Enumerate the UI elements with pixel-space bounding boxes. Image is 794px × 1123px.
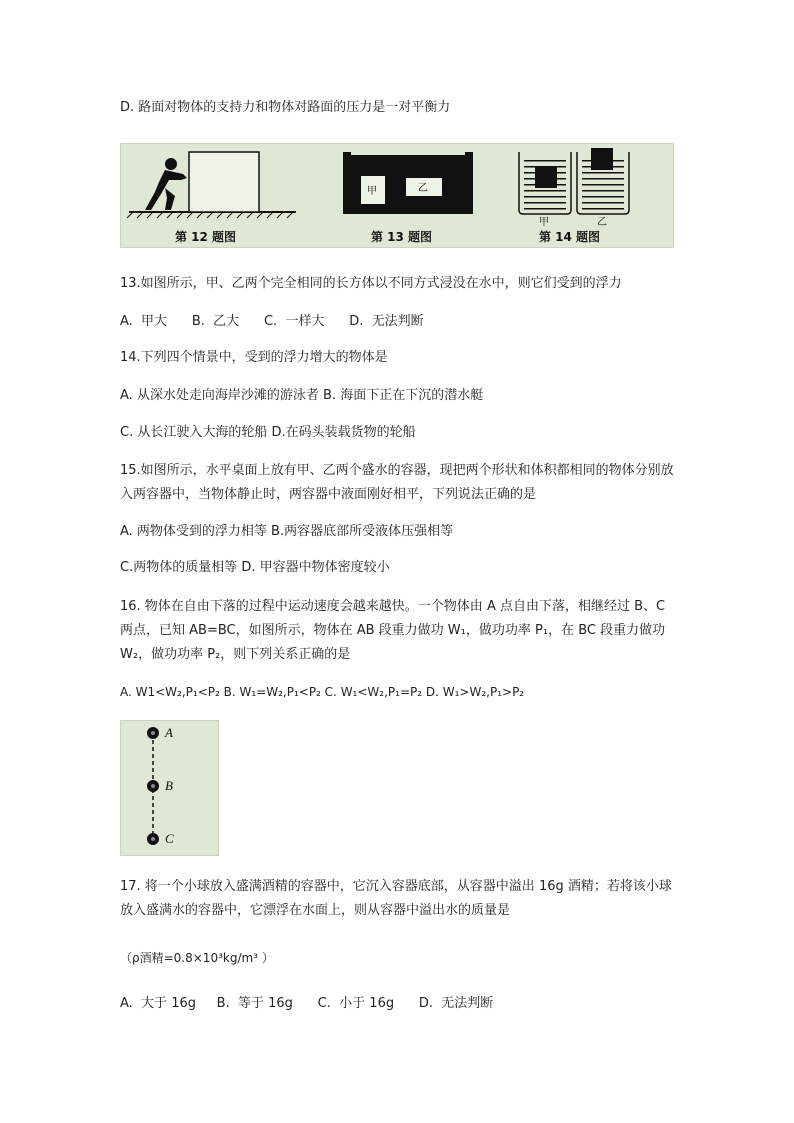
- q13-stem: 13.如图所示，甲、乙两个完全相同的长方体以不同方式浸没在水中，则它们受到的浮力: [120, 276, 622, 291]
- figure-16: [120, 720, 219, 856]
- fig14-label-jia: 甲: [539, 217, 549, 228]
- caption-fig13: 第 13 题图: [371, 230, 433, 244]
- q17-stem: 17. 将一个小球放入盛满酒精的容器中，它沉入容器底部，从容器中溢出 16g 酒精；若将该小球放入盛满水的容器中，它漂浮在水面上，则从容器中溢出水的质量是: [120, 879, 672, 918]
- q12-option-d: D. 路面对物体的支持力和物体对路面的压力是一对平衡力: [120, 100, 451, 115]
- q14-options-ab: A. 从深水处走向海岸沙滩的游泳者 B. 海面下正在下沉的潜水艇: [120, 388, 484, 403]
- q14-stem: 14.下列四个情景中，受到的浮力增大的物体是: [120, 350, 388, 365]
- q16-options: A. W1<W₂,P₁<P₂ B. W₁=W₂,P₁<P₂ C. W₁<W₂,P₁=P₂ D. W₁>W₂,P₁>P₂: [120, 685, 525, 699]
- fig14-beakers: [519, 148, 629, 214]
- q17-density-note: （ρ酒精=0.8×10³kg/m³ ）: [120, 951, 274, 965]
- q16-stem: 16. 物体在自由下落的过程中运动速度会越来越快。一个物体由 A 点自由下落，相继经过 B、C 两点，已知 AB=BC，如图所示，物体在 AB 段重力做功 W₁，做功功率 P₁，在 BC 段重力做功 W₂，做功功率 P₂，则下列关系正确的是: [120, 599, 666, 662]
- fig14-label-yi: 乙: [597, 217, 607, 228]
- fig12-push-box: [127, 152, 296, 218]
- caption-fig12: 第 12 题图: [175, 230, 237, 244]
- q15-options-cd: C.两物体的质量相等 D. 甲容器中物体密度较小: [120, 560, 390, 575]
- caption-fig14: 第 14 题图: [539, 230, 601, 244]
- q15-stem: 15.如图所示，水平桌面上放有甲、乙两个盛水的容器，现把两个形状和体积都相同的物体分别放入两容器中，当物体静止时，两容器中液面刚好相平，下列说法正确的是: [120, 463, 674, 502]
- fig13-label-jia: 甲: [367, 186, 377, 197]
- figure-16-drawing: [121, 721, 218, 855]
- label-c: C: [165, 831, 174, 846]
- q17-options: A. 大于 16g B. 等于 16g C. 小于 16g D. 无法判断: [120, 996, 494, 1011]
- q13-options: A. 甲大 B. 乙大 C. 一样大 D. 无法判断: [120, 314, 424, 329]
- q15-options-ab: A. 两物体受到的浮力相等 B.两容器底部所受液体压强相等: [120, 524, 454, 539]
- label-a: A: [165, 725, 173, 740]
- fig13-container: [343, 149, 473, 214]
- figure-12-13-14: [120, 143, 674, 248]
- label-b: B: [165, 778, 173, 793]
- q14-options-cd: C. 从长江驶入大海的轮船 D.在码头装载货物的轮船: [120, 425, 416, 440]
- fig13-label-yi: 乙: [418, 183, 428, 194]
